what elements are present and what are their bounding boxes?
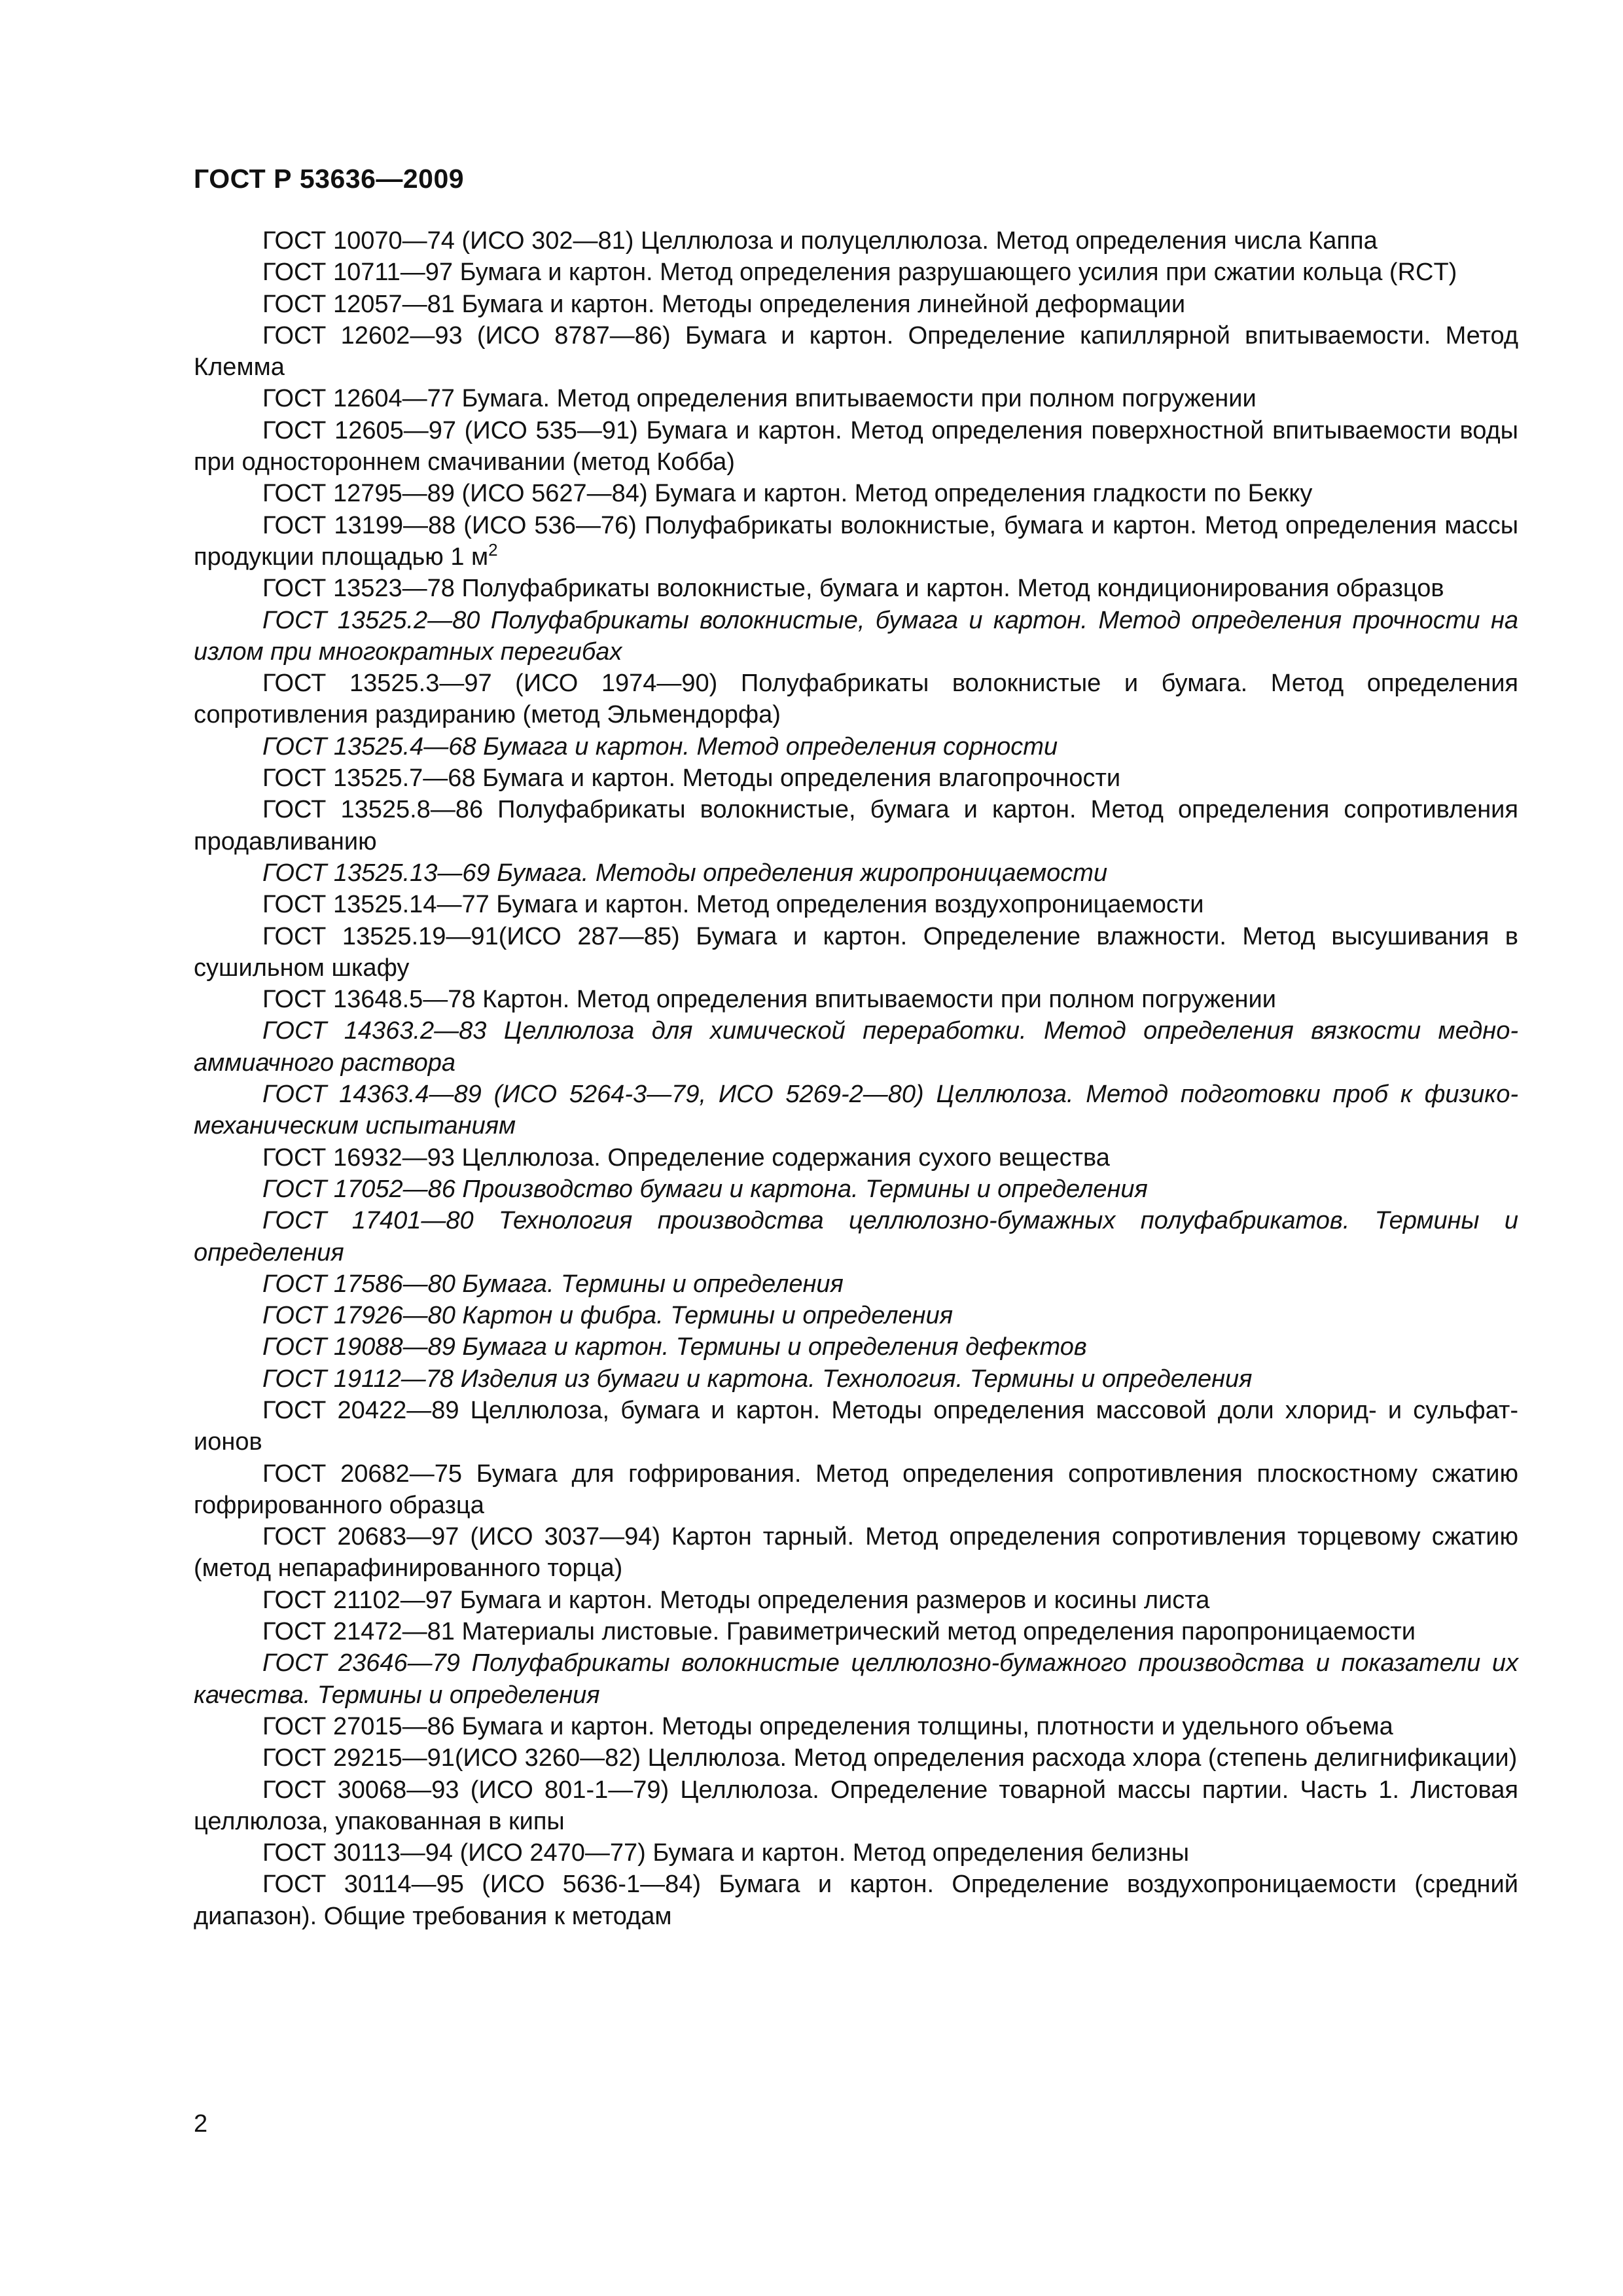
reference-entry bbox=[194, 1142, 1518, 1174]
reference-entry bbox=[194, 1300, 1518, 1331]
reference-text: ГОСТ 13525.8—86 Полуфабрикаты волокнистые, бумага и картон. Метод определения сопротивления продавливанию bbox=[194, 796, 1518, 855]
reference-entry bbox=[194, 857, 1518, 889]
reference-text: ГОСТ 12057—81 Бумага и картон. Методы определения линейной деформации bbox=[262, 290, 1186, 318]
reference-text: ГОСТ 12605—97 (ИСО 535—91) Бумага и картон. Метод определения поверхностной впитываемости воды при одностороннем смачивании (метод Кобба) bbox=[194, 416, 1518, 476]
reference-text: ГОСТ 13648.5—78 Картон. Метод определения впитываемости при полном погружении bbox=[262, 986, 1276, 1014]
reference-text: ГОСТ 17052—86 Производство бумаги и картона. Термины и определения bbox=[262, 1175, 1148, 1203]
reference-entry bbox=[194, 225, 1518, 257]
reference-entry bbox=[194, 1616, 1518, 1647]
document-header: ГОСТ Р 53636—2009 bbox=[194, 164, 465, 194]
reference-entry bbox=[194, 510, 1518, 573]
reference-entry bbox=[194, 668, 1518, 731]
reference-text: ГОСТ 13525.2—80 Полуфабрикаты волокнистые, бумага и картон. Метод определения прочности на излом при многократных перегибах bbox=[194, 606, 1518, 666]
reference-text: ГОСТ 17586—80 Бумага. Термины и определения bbox=[262, 1270, 844, 1298]
reference-text: ГОСТ 30114—95 (ИСО 5636-1—84) Бумага и картон. Определение воздухопроницаемости (средний диапазон). Общие требования к методам bbox=[194, 1871, 1518, 1930]
reference-text: ГОСТ 21472—81 Материалы листовые. Гравиметрический метод определения паропроницаемости bbox=[262, 1618, 1416, 1646]
reference-entry bbox=[194, 1711, 1518, 1742]
reference-entry bbox=[194, 1331, 1518, 1363]
reference-entry bbox=[194, 605, 1518, 668]
reference-entry bbox=[194, 731, 1518, 762]
reference-entry bbox=[194, 1742, 1518, 1774]
reference-entry bbox=[194, 984, 1518, 1015]
reference-entry bbox=[194, 1205, 1518, 1268]
reference-entry bbox=[194, 1174, 1518, 1205]
page-number: 2 bbox=[194, 2110, 208, 2138]
reference-text: ГОСТ 13525.4—68 Бумага и картон. Метод определения сорности bbox=[262, 732, 1058, 761]
normative-references-list bbox=[194, 225, 1518, 1932]
reference-text: ГОСТ 12795—89 (ИСО 5627—84) Бумага и картон. Метод определения гладкости по Бекку bbox=[262, 480, 1313, 508]
superscript-exponent: 2 bbox=[488, 539, 498, 560]
reference-text: ГОСТ 16932—93 Целлюлоза. Определение содержания сухого вещества bbox=[262, 1143, 1110, 1172]
reference-text: ГОСТ 23646—79 Полуфабрикаты волокнистые целлюлозно-бумажного производства и показатели их качества. Термины и определения bbox=[194, 1649, 1518, 1709]
reference-entry bbox=[194, 289, 1518, 320]
reference-text: ГОСТ 21102—97 Бумага и картон. Методы определения размеров и косины листа bbox=[262, 1586, 1210, 1614]
reference-entry bbox=[194, 889, 1518, 920]
reference-text: ГОСТ 19088—89 Бумага и картон. Термины и определения дефектов bbox=[262, 1333, 1087, 1361]
reference-text: ГОСТ 17401—80 Технология производства целлюлозно-бумажных полуфабрикатов. Термины и определения bbox=[194, 1207, 1518, 1266]
reference-entry bbox=[194, 1774, 1518, 1838]
reference-entry bbox=[194, 1079, 1518, 1142]
reference-text: ГОСТ 27015—86 Бумага и картон. Методы определения толщины, плотности и удельного объема bbox=[262, 1712, 1393, 1740]
reference-text: ГОСТ 20422—89 Целлюлоза, бумага и картон. Методы определения массовой доли хлорид- и сульфат-ионов bbox=[194, 1396, 1518, 1456]
reference-text: ГОСТ 13523—78 Полуфабрикаты волокнистые, бумага и картон. Метод кондиционирования образцов bbox=[262, 575, 1444, 603]
reference-text: ГОСТ 13525.19—91(ИСО 287—85) Бумага и картон. Определение влажности. Метод высушивания в сушильном шкафу bbox=[194, 922, 1518, 982]
reference-entry bbox=[194, 383, 1518, 414]
reference-text: ГОСТ 17926—80 Картон и фибра. Термины и определения bbox=[262, 1302, 954, 1330]
reference-entry bbox=[194, 573, 1518, 604]
reference-entry bbox=[194, 1363, 1518, 1395]
reference-entry bbox=[194, 1869, 1518, 1932]
reference-text: ГОСТ 20683—97 (ИСО 3037—94) Картон тарный. Метод определения сопротивления торцевому сжатию (метод непарафинированного торца) bbox=[194, 1523, 1518, 1583]
reference-text: ГОСТ 10711—97 Бумага и картон. Метод определения разрушающего усилия при сжатии кольца (RCT) bbox=[262, 259, 1457, 287]
reference-entry bbox=[194, 1268, 1518, 1300]
reference-entry bbox=[194, 1395, 1518, 1458]
reference-text: ГОСТ 14363.2—83 Целлюлоза для химической переработки. Метод определения вязкости медно-аммиачного раствора bbox=[194, 1017, 1518, 1077]
reference-entry bbox=[194, 320, 1518, 384]
reference-text: ГОСТ 13199—88 (ИСО 536—76) Полуфабрикаты волокнистые, бумага и картон. Метод определения массы продукции площадью 1 м bbox=[194, 511, 1518, 571]
reference-text: ГОСТ 30113—94 (ИСО 2470—77) Бумага и картон. Метод определения белизны bbox=[262, 1839, 1190, 1867]
reference-entry bbox=[194, 921, 1518, 984]
reference-entry bbox=[194, 1015, 1518, 1079]
reference-text: ГОСТ 19112—78 Изделия из бумаги и картона. Технология. Термины и определения bbox=[262, 1365, 1253, 1393]
reference-text: ГОСТ 13525.3—97 (ИСО 1974—90) Полуфабрикаты волокнистые и бумага. Метод определения сопротивления раздиранию (метод Эльмендорфа) bbox=[194, 670, 1518, 729]
reference-text: ГОСТ 10070—74 (ИСО 302—81) Целлюлоза и полуцеллюлоза. Метод определения числа Каппа bbox=[262, 227, 1378, 255]
reference-entry bbox=[194, 1837, 1518, 1869]
reference-entry bbox=[194, 794, 1518, 857]
reference-entry bbox=[194, 478, 1518, 509]
reference-text: ГОСТ 29215—91(ИСО 3260—82) Целлюлоза. Метод определения расхода хлора (степень делигнификации) bbox=[262, 1744, 1518, 1772]
reference-text: ГОСТ 12602—93 (ИСО 8787—86) Бумага и картон. Определение капиллярной впитываемости. Метод Клемма bbox=[194, 321, 1518, 382]
reference-entry bbox=[194, 257, 1518, 288]
reference-text: ГОСТ 12604—77 Бумага. Метод определения впитываемости при полном погружении bbox=[262, 385, 1257, 413]
reference-text: ГОСТ 14363.4—89 (ИСО 5264-3—79, ИСО 5269-2—80) Целлюлоза. Метод подготовки проб к физико-механическим испытаниям bbox=[194, 1081, 1518, 1140]
reference-text: ГОСТ 20682—75 Бумага для гофрирования. Метод определения сопротивления плоскостному сжатию гофрированного образца bbox=[194, 1460, 1518, 1519]
reference-text: ГОСТ 13525.7—68 Бумага и картон. Методы определения влагопрочности bbox=[262, 764, 1121, 793]
reference-text: ГОСТ 13525.13—69 Бумага. Методы определения жиропроницаемости bbox=[262, 859, 1108, 887]
reference-entry bbox=[194, 1585, 1518, 1616]
reference-entry bbox=[194, 1458, 1518, 1522]
reference-entry bbox=[194, 1521, 1518, 1585]
reference-entry bbox=[194, 1647, 1518, 1711]
reference-text: ГОСТ 13525.14—77 Бумага и картон. Метод определения воздухопроницаемости bbox=[262, 891, 1204, 919]
reference-entry bbox=[194, 415, 1518, 478]
reference-text: ГОСТ 30068—93 (ИСО 801-1—79) Целлюлоза. Определение товарной массы партии. Часть 1. Листовая целлюлоза, упакованная в кипы bbox=[194, 1776, 1518, 1835]
reference-entry bbox=[194, 762, 1518, 794]
